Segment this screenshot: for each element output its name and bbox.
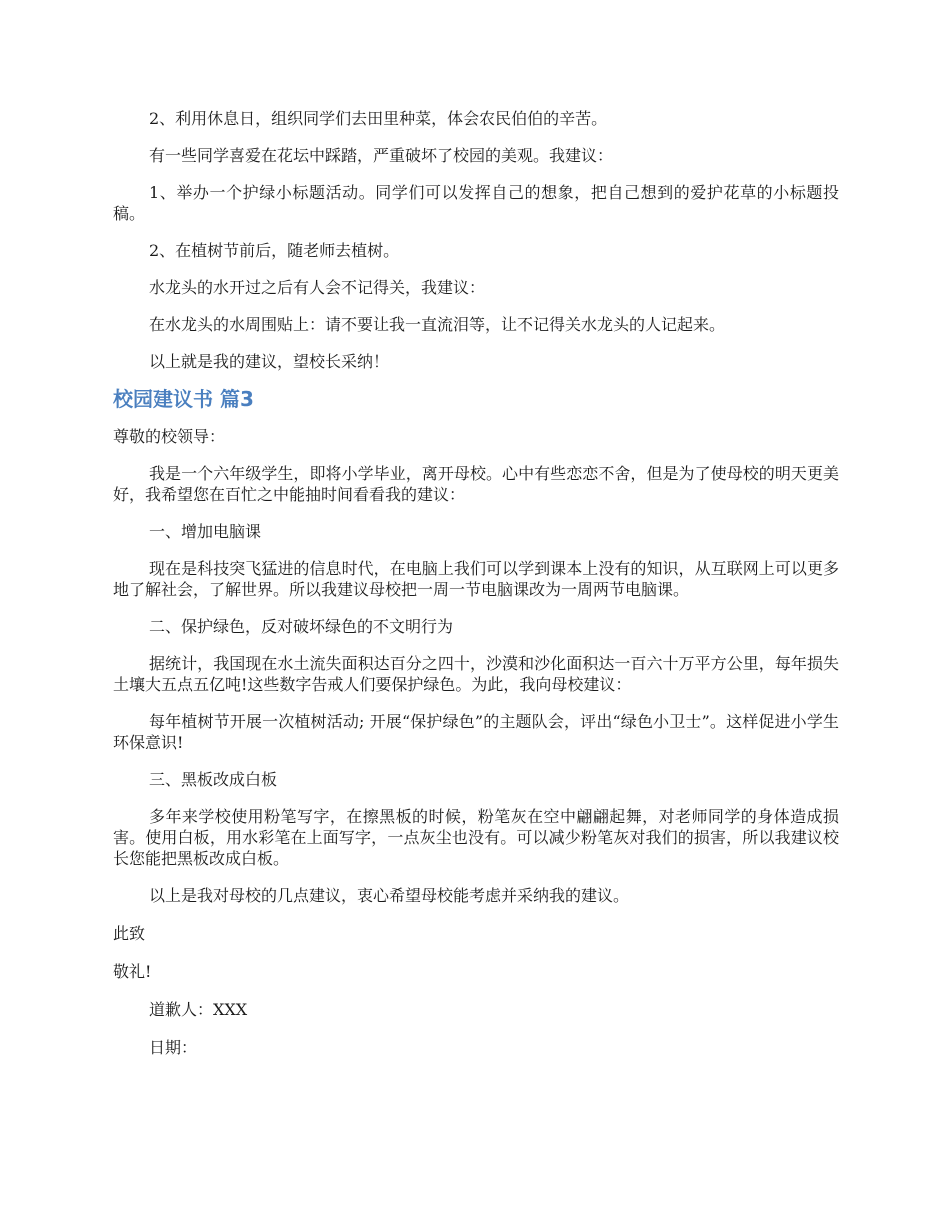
paragraph-faucet-sign: 在水龙头的水周围贴上：请不要让我一直流泪等，让不记得关水龙头的人记起来。 bbox=[149, 315, 726, 334]
section-heading: 校园建议书 篇3 bbox=[113, 387, 254, 411]
closing-jingli: 敬礼! bbox=[113, 962, 152, 981]
closing-zhizhi: 此致 bbox=[113, 924, 146, 943]
paragraph-plant-vegetables: 2、利用休息日，组织同学们去田里种菜，体会农民伯伯的辛苦。 bbox=[149, 109, 608, 128]
paragraph-whiteboard: 多年来学校使用粉笔写字，在擦黑板的时候，粉笔灰在空中翩翩起舞，对老师同学的身体造成损害。使用白板，用水彩笔在上面写字，一点灰尘也没有。可以减少粉笔灰对我们的损害，所以我建议校长您能把黑板改成白板。 bbox=[113, 807, 839, 868]
paragraph-faucet-issue: 水龙头的水开过之后有人会不记得关，我建议： bbox=[149, 278, 486, 297]
paragraph-computer-class: 现在是科技突飞猛进的信息时代，在电脑上我们可以学到课本上没有的知识，从互联网上可以更多地了解社会，了解世界。所以我建议母校把一周一节电脑课改为一周两节电脑课。 bbox=[113, 559, 839, 599]
paragraph-intro: 我是一个六年级学生，即将小学毕业，离开母校。心中有些恋恋不舍，但是为了使母校的明天更美好，我希望您在百忙之中能抽时间看看我的建议： bbox=[113, 464, 839, 504]
paragraph-flowerbed-issue: 有一些同学喜爱在花坛中踩踏，严重破坏了校园的美观。我建议： bbox=[149, 146, 614, 165]
date-line: 日期： bbox=[149, 1038, 198, 1057]
point-title-whiteboard: 三、黑板改成白板 bbox=[149, 770, 278, 789]
paragraph-closing: 以上是我对母校的几点建议，衷心希望母校能考虑并采纳我的建议。 bbox=[149, 886, 630, 905]
paragraph-soil-statistics: 据统计，我国现在水土流失面积达百分之四十，沙漠和沙化面积达一百六十万平方公里，每年损失土壤大五点五亿吨!这些数字告戒人们要保护绿色。为此，我向母校建议： bbox=[113, 654, 839, 694]
paragraph-green-activities: 每年植树节开展一次植树活动; 开展“保护绿色”的主题队会，评出“绿色小卫士”。这样促进小学生环保意识! bbox=[113, 712, 839, 752]
document-page bbox=[113, 108, 839, 1058]
salutation: 尊敬的校领导： bbox=[113, 427, 226, 446]
point-title-computer: 一、增加电脑课 bbox=[149, 522, 262, 541]
paragraph-slogan-activity: 1、举办一个护绿小标题活动。同学们可以发挥自己的想象，把自己想到的爱护花草的小标题投稿。 bbox=[113, 183, 839, 223]
paragraph-tree-planting: 2、在植树节前后，随老师去植树。 bbox=[149, 241, 400, 260]
paragraph-prev-closing: 以上就是我的建议，望校长采纳！ bbox=[149, 352, 390, 371]
signature-line: 道歉人：XXX bbox=[149, 1000, 248, 1019]
point-title-green: 二、保护绿色，反对破坏绿色的不文明行为 bbox=[149, 617, 454, 636]
